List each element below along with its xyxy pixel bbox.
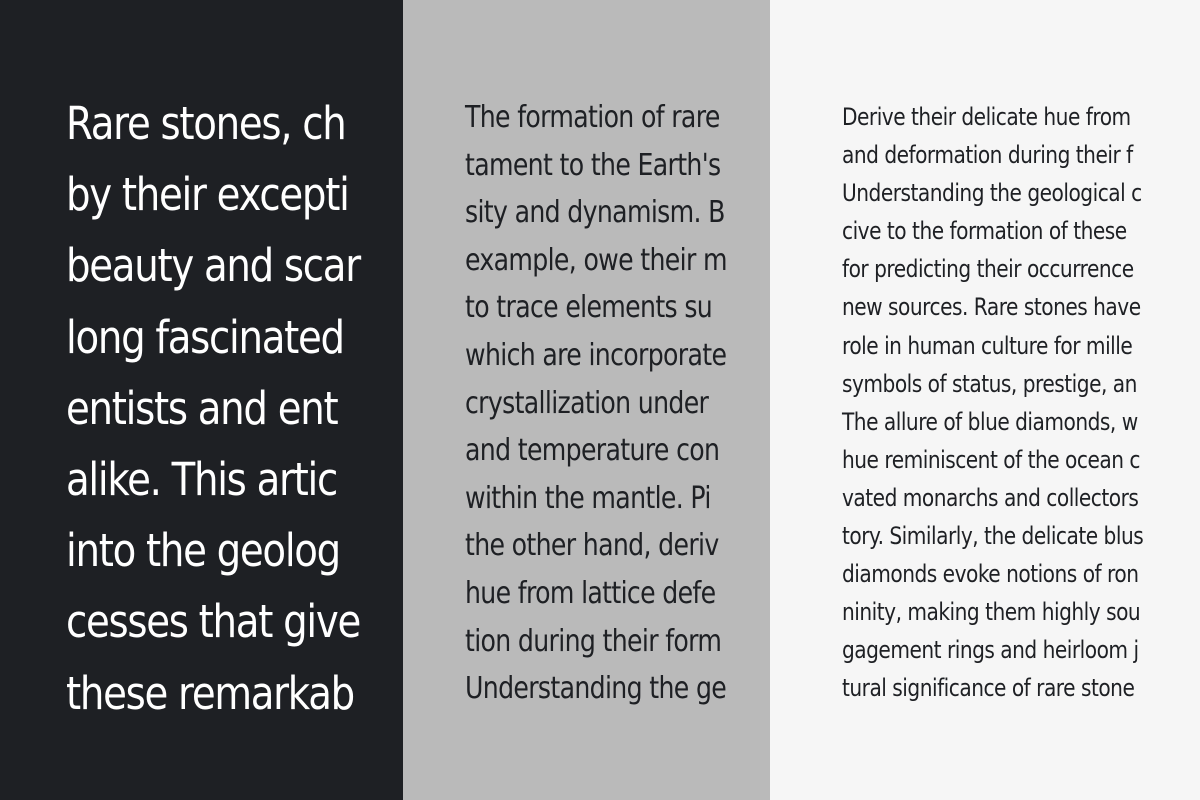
text-line: diamonds evoke notions of ron — [842, 560, 1139, 589]
text-line: to trace elements su — [465, 290, 713, 326]
text-line: vated monarchs and collectors — [842, 483, 1139, 512]
text-line: long fascinated — [66, 310, 344, 364]
text-line: example, owe their m — [465, 242, 727, 278]
text-line: crystallization under — [465, 385, 709, 421]
text-line: into the geolog — [66, 524, 340, 578]
text-line: tural significance of rare stone — [842, 674, 1135, 703]
text-line: The allure of blue diamonds, w — [842, 407, 1138, 436]
text-line: within the mantle. Pi — [465, 480, 711, 516]
text-line: cive to the formation of these — [842, 217, 1127, 246]
text-line: new sources. Rare stones have — [842, 293, 1141, 322]
text-line: symbols of status, prestige, an — [842, 369, 1137, 398]
text-line: ninity, making them highly sou — [842, 598, 1141, 627]
text-line: cesses that give — [66, 595, 360, 649]
text-line: beauty and scar — [66, 239, 360, 293]
text-line: tion during their form — [465, 623, 722, 659]
text-line: The formation of rare — [465, 100, 720, 135]
gray-text-panel — [403, 0, 770, 800]
text-line: which are incorporate — [465, 337, 727, 373]
text-line: sity and dynamism. B — [465, 195, 725, 231]
text-line: hue reminiscent of the ocean c — [842, 445, 1140, 474]
text-line: tament to the Earth's — [465, 147, 721, 183]
text-line: and temperature con — [465, 433, 720, 469]
text-line: Rare stones, ch — [66, 97, 346, 150]
text-line: the other hand, deriv — [465, 528, 719, 564]
text-line: Understanding the geological c — [842, 179, 1142, 208]
gray-panel-lines — [465, 94, 727, 713]
text-line: gagement rings and heirloom j — [842, 636, 1139, 665]
text-line: these remarkab — [66, 666, 354, 720]
text-line: role in human culture for mille — [842, 331, 1133, 360]
text-line: hue from lattice defe — [465, 575, 716, 611]
dark-panel-lines — [66, 88, 360, 729]
text-line: entists and ent — [66, 381, 338, 435]
text-line: alike. This artic — [66, 453, 337, 507]
text-line: Derive their delicate hue from — [842, 103, 1131, 131]
light-panel-lines — [842, 98, 1143, 708]
text-line: and deformation during their f — [842, 141, 1133, 170]
light-text-panel — [770, 0, 1200, 800]
text-line: by their excepti — [66, 168, 349, 222]
text-line: Understanding the ge — [465, 671, 727, 707]
text-line: for predicting their occurrence — [842, 255, 1134, 284]
text-line: tory. Similarly, the delicate blus — [842, 522, 1144, 551]
dark-text-panel — [0, 0, 403, 800]
